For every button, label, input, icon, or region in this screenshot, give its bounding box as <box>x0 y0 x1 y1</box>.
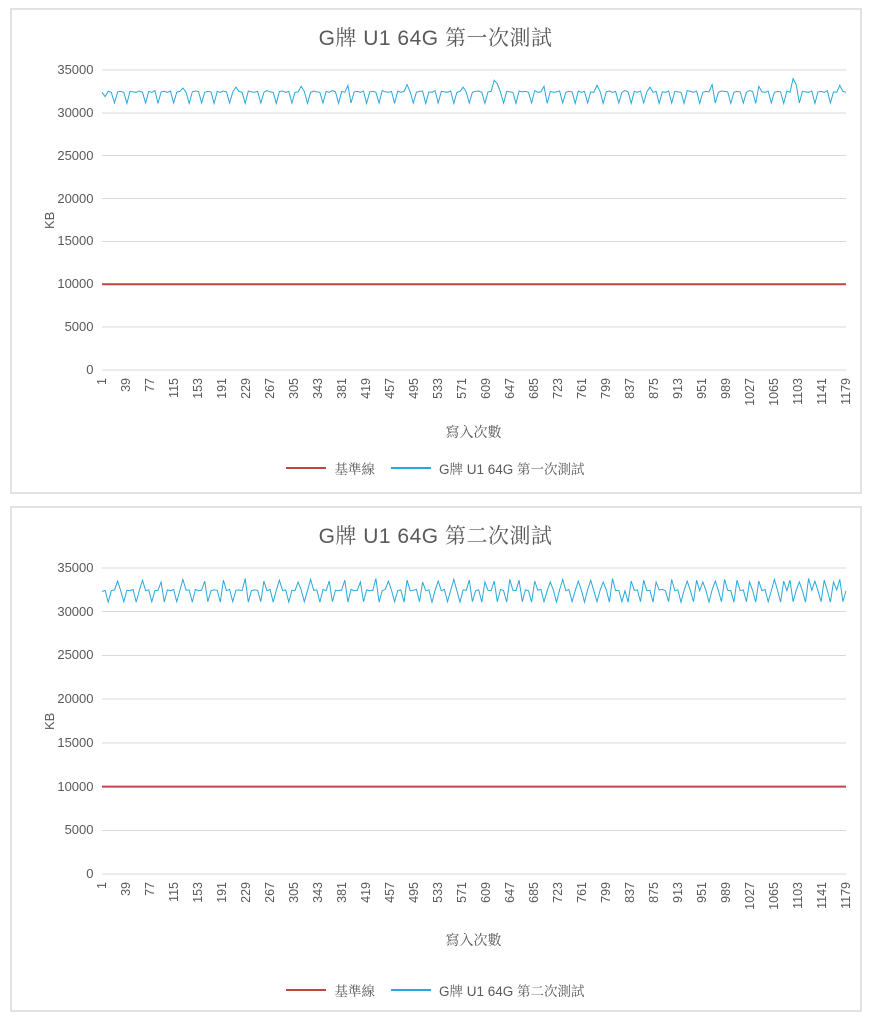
x-tick-label: 761 <box>574 882 589 903</box>
x-tick-label: 533 <box>430 882 445 903</box>
x-tick-label: 799 <box>598 882 613 903</box>
y-tick-label: 15000 <box>57 233 94 249</box>
legend-item <box>391 980 585 1000</box>
x-tick-label: 153 <box>190 882 205 903</box>
x-tick-label: 1179 <box>838 378 853 405</box>
y-tick-label: 30000 <box>57 603 94 619</box>
y-tick-label: 0 <box>86 362 94 377</box>
x-tick-label: 457 <box>382 378 397 399</box>
x-tick-label: 1103 <box>790 882 805 909</box>
x-tick-label: 1 <box>94 882 109 889</box>
chart-title: G牌 U1 64G 第一次測試 <box>318 27 553 50</box>
x-tick-label: 799 <box>598 378 613 399</box>
x-tick-label: 837 <box>622 882 637 903</box>
x-tick-label: 229 <box>238 378 253 399</box>
x-tick-label: 495 <box>406 378 421 399</box>
x-tick-label: 989 <box>718 378 733 399</box>
legend-line-swatch <box>391 467 431 469</box>
x-tick-label: 1027 <box>742 882 757 910</box>
series-svg <box>102 70 846 370</box>
x-tick-label: 685 <box>526 378 541 399</box>
x-tick-label: 647 <box>502 378 517 399</box>
y-tick-label: 10000 <box>57 276 94 292</box>
x-tick-label: 1103 <box>790 378 805 405</box>
x-tick-label: 1141 <box>814 378 829 405</box>
y-tick-label: 30000 <box>57 104 94 120</box>
legend <box>12 458 860 478</box>
y-tick-label: 20000 <box>57 190 94 206</box>
x-tick-label: 761 <box>574 378 589 399</box>
x-tick-label: 267 <box>262 378 277 399</box>
x-tick-label: 343 <box>310 378 325 399</box>
legend-item <box>286 980 375 1000</box>
x-tick-label: 115 <box>166 378 181 398</box>
x-tick-label: 419 <box>358 882 373 903</box>
y-tick-label: 35000 <box>57 560 94 575</box>
legend-label: 基準線 <box>334 984 375 999</box>
legend-label: G牌 U1 64G 第二次測試 <box>438 984 585 999</box>
x-tick-label: 305 <box>286 882 301 903</box>
y-tick-label: 25000 <box>57 147 94 163</box>
x-tick-label: 723 <box>550 882 565 903</box>
x-tick-label: 685 <box>526 882 541 903</box>
plot-area <box>102 568 846 874</box>
x-tick-label: 609 <box>478 378 493 399</box>
y-tick-label: 5000 <box>64 319 94 335</box>
x-tick-label: 951 <box>694 378 709 399</box>
x-tick-label: 267 <box>262 882 277 903</box>
y-tick-label: 20000 <box>57 691 94 707</box>
x-tick-label: 191 <box>214 882 229 903</box>
x-tick-label: 77 <box>142 378 157 392</box>
x-tick-label: 723 <box>550 378 565 399</box>
legend-line-swatch <box>391 989 431 991</box>
x-tick-label: 1141 <box>814 882 829 909</box>
x-tick-label: 913 <box>670 378 685 399</box>
x-tick-label: 495 <box>406 882 421 903</box>
x-tick-label: 153 <box>190 378 205 399</box>
y-tick-label: 5000 <box>64 822 94 838</box>
x-tick-label: 1065 <box>766 882 781 910</box>
y-tick-label: 15000 <box>57 734 94 750</box>
x-tick-label: 647 <box>502 882 517 903</box>
legend-item <box>286 458 375 478</box>
x-axis-title: 寫入次數 <box>445 932 502 948</box>
legend-line-swatch <box>286 467 326 469</box>
series-svg <box>102 568 846 874</box>
x-tick-label: 191 <box>214 378 229 399</box>
plot-area <box>102 70 846 370</box>
x-tick-label: 533 <box>430 378 445 399</box>
y-axis-title: KB <box>41 211 57 229</box>
x-tick-label: 1179 <box>838 882 853 909</box>
chart-title: G牌 U1 64G 第二次測試 <box>318 525 553 548</box>
x-tick-label: 457 <box>382 882 397 903</box>
x-tick-label: 875 <box>646 882 661 903</box>
x-tick-label: 343 <box>310 882 325 903</box>
data-series <box>102 579 846 603</box>
legend-label: 基準線 <box>334 462 375 477</box>
x-tick-label: 77 <box>142 882 157 896</box>
x-tick-label: 39 <box>118 882 133 896</box>
x-tick-label: 381 <box>334 882 349 903</box>
x-tick-label: 1065 <box>766 378 781 406</box>
chart-first-test <box>10 8 862 494</box>
data-series <box>102 79 846 104</box>
legend <box>12 980 860 1000</box>
chart-second-test <box>10 506 862 1012</box>
y-axis-tick-labels <box>12 62 94 377</box>
x-tick-label: 115 <box>166 882 181 902</box>
x-axis-title: 寫入次數 <box>445 424 502 440</box>
x-tick-label: 39 <box>118 378 133 392</box>
y-tick-label: 35000 <box>57 62 94 77</box>
x-tick-label: 875 <box>646 378 661 399</box>
x-tick-label: 1 <box>94 378 109 385</box>
x-tick-label: 609 <box>478 882 493 903</box>
x-tick-label: 989 <box>718 882 733 903</box>
x-axis-tick-labels <box>94 878 853 922</box>
legend-label: G牌 U1 64G 第一次測試 <box>438 462 585 477</box>
x-tick-label: 837 <box>622 378 637 399</box>
legend-item <box>391 458 585 478</box>
y-tick-label: 0 <box>86 866 94 881</box>
x-tick-label: 381 <box>334 378 349 399</box>
y-axis-tick-labels <box>12 560 94 881</box>
x-tick-label: 571 <box>454 882 469 903</box>
y-tick-label: 25000 <box>57 647 94 663</box>
y-tick-label: 10000 <box>57 778 94 794</box>
x-tick-label: 951 <box>694 882 709 903</box>
x-tick-label: 305 <box>286 378 301 399</box>
x-tick-label: 229 <box>238 882 253 903</box>
x-tick-label: 419 <box>358 378 373 399</box>
x-tick-label: 571 <box>454 378 469 399</box>
legend-line-swatch <box>286 989 326 991</box>
y-axis-title: KB <box>41 712 57 730</box>
x-tick-label: 1027 <box>742 378 757 406</box>
x-tick-label: 913 <box>670 882 685 903</box>
x-axis-tick-labels <box>94 374 853 418</box>
